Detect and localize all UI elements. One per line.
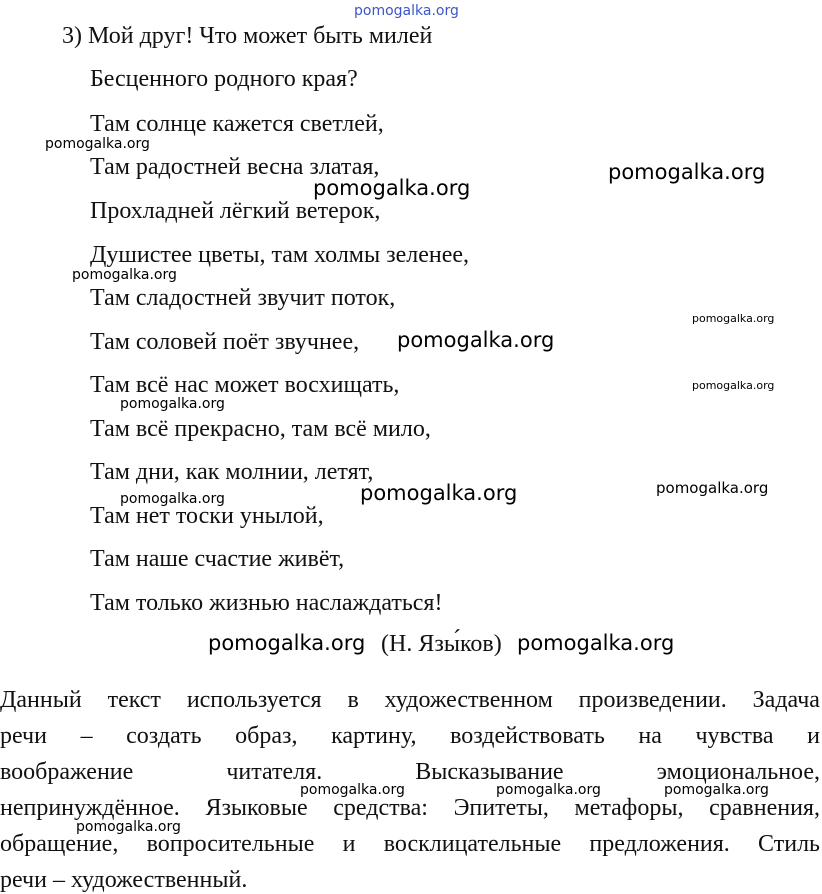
analysis-last-line: речи – художественный.	[0, 867, 248, 893]
watermark: pomogalka.org	[208, 631, 366, 655]
word: Высказывание	[415, 759, 564, 785]
word: предложения.	[589, 831, 730, 857]
watermark: pomogalka.org	[608, 160, 766, 184]
analysis-line	[0, 722, 820, 750]
poem-line: Душистее цветы, там холмы зеленее,	[90, 242, 470, 268]
word: обращение,	[0, 831, 119, 857]
word: на	[638, 723, 662, 749]
watermark: pomogalka.org	[300, 782, 405, 798]
poem-line: Там солнце кажется светлей,	[90, 111, 384, 137]
word: воздействовать	[450, 723, 605, 749]
word: создать	[126, 723, 202, 749]
poem-line: Там нет тоски унылой,	[90, 503, 324, 529]
watermark: pomogalka.org	[656, 479, 769, 497]
word: Языковые	[205, 795, 308, 821]
word: Задача	[752, 687, 820, 713]
word: образ,	[235, 723, 298, 749]
analysis-line	[0, 794, 820, 822]
watermark: pomogalka.org	[45, 136, 150, 152]
word: Данный	[0, 687, 82, 713]
watermark: pomogalka.org	[76, 819, 181, 835]
poem-line: Там только жизнью наслаждаться!	[90, 590, 443, 616]
watermark: pomogalka.org	[692, 312, 775, 325]
poem-line: Там соловей поёт звучнее,	[90, 329, 360, 355]
poem-line: Там всё нас может восхищать,	[90, 372, 400, 398]
watermark: pomogalka.org	[360, 481, 518, 505]
word: произведении.	[578, 687, 727, 713]
word: сравнения,	[709, 795, 820, 821]
word: метафоры,	[574, 795, 684, 821]
watermark: pomogalka.org	[120, 396, 225, 412]
watermark: pomogalka.org	[120, 491, 225, 507]
word: используется	[186, 687, 322, 713]
word: картину,	[331, 723, 417, 749]
word: читателя.	[226, 759, 323, 785]
word: Стиль	[758, 831, 820, 857]
word: Эпитеты,	[453, 795, 549, 821]
analysis-line	[0, 686, 820, 714]
watermark: pomogalka.org	[664, 782, 769, 798]
watermark: pomogalka.org	[517, 631, 675, 655]
watermark: pomogalka.org	[354, 3, 459, 19]
poem-line: Бесценного родного края?	[90, 66, 358, 92]
poem-attribution: (Н. Язы́ков)	[381, 631, 502, 657]
poem-line: Там дни, как молнии, летят,	[90, 459, 374, 485]
word: средства:	[333, 795, 428, 821]
word: непринуждённое.	[0, 795, 180, 821]
poem-line: Там сладостней звучит поток,	[90, 285, 396, 311]
poem-line: Прохладней лёгкий ветерок,	[90, 198, 381, 224]
word: и	[807, 723, 820, 749]
watermark: pomogalka.org	[496, 782, 601, 798]
word: эмоциональное,	[656, 759, 820, 785]
word: речи	[0, 723, 47, 749]
poem-line: Там радостней весна златая,	[90, 154, 380, 180]
word: и	[342, 831, 356, 857]
watermark: pomogalka.org	[313, 176, 471, 200]
word: текст	[107, 687, 161, 713]
poem-line: 3) Мой друг! Что может быть милей	[62, 23, 433, 49]
word: –	[80, 723, 93, 749]
word: восклицательные	[383, 831, 562, 857]
poem-line: Там наше счастие живёт,	[90, 546, 345, 572]
poem-line: Там всё прекрасно, там всё мило,	[90, 416, 431, 442]
watermark: pomogalka.org	[72, 267, 177, 283]
word: чувства	[695, 723, 774, 749]
word: художественном	[384, 687, 553, 713]
watermark: pomogalka.org	[692, 379, 775, 392]
word: воображение	[0, 759, 134, 785]
word: вопросительные	[146, 831, 315, 857]
watermark: pomogalka.org	[397, 328, 555, 352]
word: в	[347, 687, 359, 713]
